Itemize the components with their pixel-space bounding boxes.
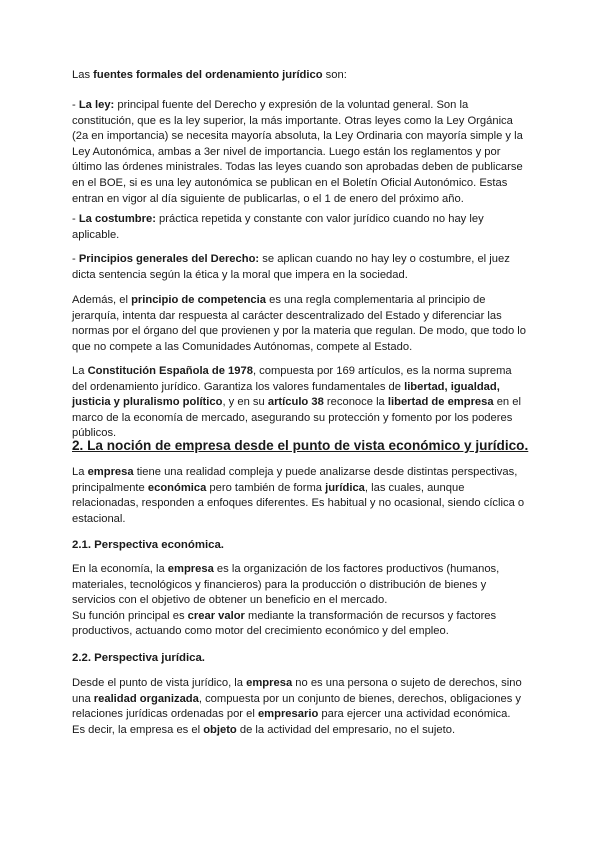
section-2-2-heading: 2.2. Perspectiva jurídica.	[72, 652, 205, 664]
principios-paragraph: - Principios generales del Derecho: se aplican cuando no hay ley o costumbre, el juez dicta sentencia según la ética y la moral que impera en la sociedad.	[72, 253, 510, 281]
intro-paragraph: Las fuentes formales del ordenamiento jurídico son:	[72, 69, 347, 81]
juridica-paragraph: Desde el punto de vista jurídico, la empresa no es una persona o sujeto de derechos, sino una realidad organizada, compuesta por un conjunto de bienes, derechos, obligaciones y relaciones jurídicas ordenadas por el empresario para ejercer una actividad económica. Es decir, la empresa es el objeto de la actividad del empresario, no el sujeto.	[72, 677, 522, 736]
section-2-heading: 2. La noción de empresa desde el punto de vista económico y jurídico.	[72, 438, 529, 453]
ley-paragraph: - La ley: principal fuente del Derecho y expresión de la voluntad general. Son la constitución, que es la ley superior, la más importante. Otras leyes como la Ley Orgánica (2a en importancia) se necesita mayoría absoluta, la Ley Ordinaria con mayoría simple y la Ley Autonómica, ambas a 3er nivel de importancia. Luego están los reglamentos y por último las órdenes ministrales. Todas las leyes cuando son aprobadas deben de publicarse en el BOE, si es una ley autonómica se publican en el Boletín Oficial Autonómico. Estas entran en vigor al día siguiente de publicarlas, o el 1 de enero del próximo año.	[72, 99, 523, 205]
constitucion-paragraph: La Constitución Española de 1978, compuesta por 169 artículos, es la norma suprema del ordenamiento jurídico. Garantiza los valores fundamentales de libertad, igualdad, justicia y pluralismo político, y en su artículo 38 reconoce la libertad de empresa en el marco de la economía de mercado, asegurando su protección y fomento por los poderes públicos.	[72, 365, 521, 440]
section-2-1-heading: 2.1. Perspectiva económica.	[72, 539, 224, 551]
costumbre-paragraph: - La costumbre: práctica repetida y constante con valor jurídico cuando no hay ley aplicable.	[72, 213, 484, 241]
economica-paragraph: En la economía, la empresa es la organización de los factores productivos (humanos, materiales, tecnológicos y financieros) para la producción o distribución de bienes y servicios con el objetivo de obtener un beneficio en el mercado. Su función principal es crear valor mediante la transformación de recursos y factores productivos, actuando como motor del crecimiento económico y del empleo.	[72, 563, 500, 638]
empresa-intro-paragraph: La empresa tiene una realidad compleja y puede analizarse desde distintas perspectivas, principalmente económica pero también de forma jurídica, las cuales, aunque relacionadas, responden a enfoques diferentes. Es habitual y no ocasional, siendo cíclica o estacional.	[72, 466, 525, 525]
competencia-paragraph: Además, el principio de competencia es una regla complementaria al principio de jerarquía, intenta dar respuesta al carácter descentralizado del Estado y diferenciar las normas por el órgano del que provienen y por la materia que regulan. De modo, que todo lo que no compete a las Comunidades Autónomas, compete al Estado.	[72, 294, 527, 353]
